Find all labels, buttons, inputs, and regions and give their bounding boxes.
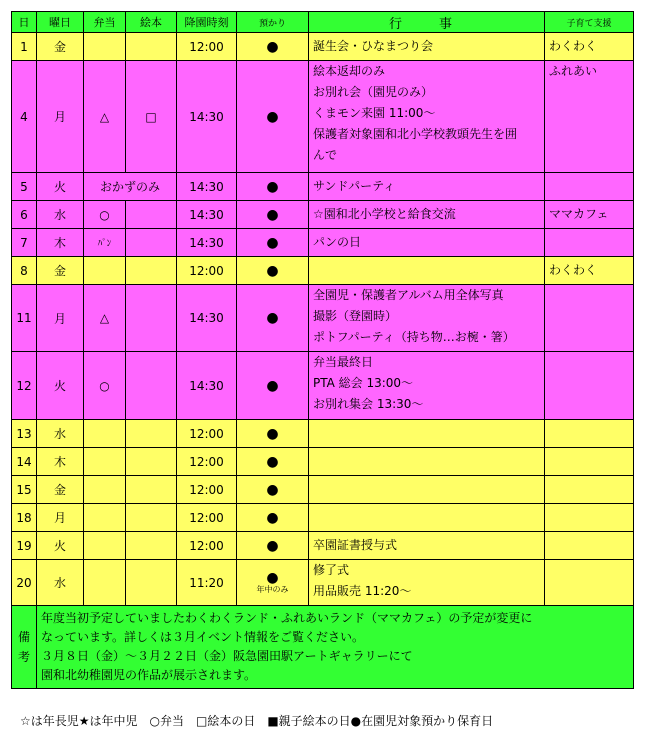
ehon-cell: □ — [126, 61, 177, 173]
azukari-cell — [237, 532, 309, 560]
azukari-cell — [237, 352, 309, 420]
schedule-row — [12, 504, 634, 532]
day-cell: 11 — [12, 285, 37, 352]
azukari-cell — [237, 33, 309, 61]
dismissal-time-cell: 12:00 — [177, 504, 237, 532]
event-line: お別れ集会 13:30～ — [313, 397, 424, 411]
support-label: わくわく — [549, 39, 598, 53]
support-cell — [545, 173, 634, 201]
support-cell — [545, 420, 634, 448]
azukari-cell — [237, 448, 309, 476]
notice-label-1: 備 — [17, 630, 30, 644]
notice-text — [37, 606, 634, 689]
dismissal-time-cell: 14:30 — [177, 229, 237, 257]
header-bento: 弁当 — [84, 12, 126, 33]
event-line: サンドパーティ — [313, 179, 396, 193]
ehon-cell — [126, 201, 177, 229]
event-line: 修了式 — [313, 563, 350, 577]
header-row — [12, 12, 634, 33]
bento-cell: △ — [84, 285, 126, 352]
event-line: PTA 総会 13:00～ — [313, 376, 414, 390]
event-line: 弁当最終日 — [313, 355, 374, 369]
schedule-row — [12, 560, 634, 606]
schedule-table — [11, 11, 634, 689]
event-line: パンの日 — [313, 235, 362, 249]
dismissal-time-cell: 11:20 — [177, 560, 237, 606]
day-cell: 4 — [12, 61, 37, 173]
azukari-dot-icon: ● — [266, 178, 279, 195]
schedule-row — [12, 33, 634, 61]
support-cell — [545, 476, 634, 504]
events-cell — [309, 285, 545, 352]
ehon-cell — [126, 285, 177, 352]
bento-cell — [84, 560, 126, 606]
events-cell — [309, 420, 545, 448]
support-cell — [545, 352, 634, 420]
azukari-cell — [237, 504, 309, 532]
bento-cell — [84, 532, 126, 560]
events-cell — [309, 257, 545, 285]
azukari-cell — [237, 229, 309, 257]
event-line: 誕生会・ひなまつり会 — [313, 39, 434, 53]
azukari-dot-icon: ● — [266, 38, 279, 55]
dismissal-time-cell: 12:00 — [177, 420, 237, 448]
dismissal-time-cell: 12:00 — [177, 33, 237, 61]
weekday-cell: 火 — [37, 173, 84, 201]
weekday-cell: 金 — [37, 257, 84, 285]
event-line: 撮影（登園時） — [313, 309, 398, 323]
ehon-cell — [126, 532, 177, 560]
day-cell: 12 — [12, 352, 37, 420]
support-cell — [545, 33, 634, 61]
dismissal-time-cell: 12:00 — [177, 448, 237, 476]
events-cell — [309, 532, 545, 560]
event-line: くまモン来園 11:00～ — [313, 106, 436, 120]
support-cell — [545, 285, 634, 352]
azukari-dot-icon: ● — [266, 509, 279, 526]
support-cell — [545, 201, 634, 229]
schedule-sheet — [11, 11, 634, 689]
ehon-cell — [126, 420, 177, 448]
weekday-cell: 木 — [37, 448, 84, 476]
azukari-dot-icon: ● — [266, 453, 279, 470]
bento-cell: ○ — [84, 201, 126, 229]
bento-cell: ○ — [84, 352, 126, 420]
events-cell — [309, 61, 545, 173]
support-cell — [545, 504, 634, 532]
weekday-cell: 金 — [37, 476, 84, 504]
dismissal-time-cell: 14:30 — [177, 201, 237, 229]
support-cell — [545, 229, 634, 257]
schedule-rows — [12, 33, 634, 606]
notice-label-2: 考 — [17, 650, 30, 664]
support-cell — [545, 257, 634, 285]
azukari-dot-icon: ● — [266, 569, 279, 586]
weekday-cell: 水 — [37, 201, 84, 229]
ehon-cell — [126, 560, 177, 606]
schedule-row — [12, 257, 634, 285]
support-label: ふれあい — [549, 64, 598, 78]
notice-label — [12, 606, 37, 689]
azukari-note: 年中のみ — [256, 584, 289, 594]
event-line: 卒園証書授与式 — [313, 538, 398, 552]
day-cell: 8 — [12, 257, 37, 285]
header-ehon: 絵本 — [126, 12, 177, 33]
weekday-cell: 水 — [37, 560, 84, 606]
weekday-cell: 木 — [37, 229, 84, 257]
ehon-cell — [126, 352, 177, 420]
schedule-row — [12, 173, 634, 201]
ehon-cell — [126, 448, 177, 476]
bento-cell — [84, 448, 126, 476]
notice-line: 年度当初予定していましたわくわくランド・ふれあいランド（ママカフェ）の予定が変更に — [41, 611, 533, 625]
events-cell — [309, 448, 545, 476]
schedule-row — [12, 352, 634, 420]
weekday-cell: 金 — [37, 33, 84, 61]
dismissal-time-cell: 14:30 — [177, 285, 237, 352]
bento-cell: おかずのみ — [84, 173, 177, 201]
event-line: お別れ会（園児のみ） — [313, 85, 434, 99]
day-cell: 13 — [12, 420, 37, 448]
schedule-row — [12, 532, 634, 560]
azukari-cell — [237, 476, 309, 504]
day-cell: 15 — [12, 476, 37, 504]
day-cell: 19 — [12, 532, 37, 560]
day-cell: 5 — [12, 173, 37, 201]
support-cell — [545, 532, 634, 560]
dismissal-time-cell: 12:00 — [177, 532, 237, 560]
ehon-cell — [126, 476, 177, 504]
ehon-cell — [126, 33, 177, 61]
header-support: 子育て支援 — [545, 12, 634, 33]
schedule-row — [12, 61, 634, 173]
event-line: ポトフパーティ（持ち物…お椀・箸） — [313, 330, 515, 344]
day-cell: 7 — [12, 229, 37, 257]
dismissal-time-cell: 14:30 — [177, 352, 237, 420]
event-line: 保護者対象園和北小学校教頭先生を囲 — [313, 127, 518, 141]
azukari-cell — [237, 201, 309, 229]
bento-cell: ﾊﾟﾝ — [84, 229, 126, 257]
azukari-dot-icon: ● — [266, 206, 279, 223]
bento-cell: △ — [84, 61, 126, 173]
header-events: 行 事 — [309, 12, 545, 33]
dismissal-time-cell: 14:30 — [177, 173, 237, 201]
notice-row — [12, 606, 634, 689]
support-cell — [545, 560, 634, 606]
azukari-cell — [237, 173, 309, 201]
weekday-cell: 水 — [37, 420, 84, 448]
events-cell — [309, 33, 545, 61]
day-cell: 1 — [12, 33, 37, 61]
header-dismissal: 降園時刻 — [177, 12, 237, 33]
azukari-cell — [237, 420, 309, 448]
ehon-cell — [126, 504, 177, 532]
schedule-row — [12, 201, 634, 229]
event-line: 全園児・保護者アルバム用全体写真 — [313, 288, 504, 302]
events-cell — [309, 504, 545, 532]
azukari-dot-icon: ● — [266, 537, 279, 554]
bento-cell — [84, 33, 126, 61]
azukari-cell — [237, 61, 309, 173]
bento-cell — [84, 420, 126, 448]
notice-line: ３月８日（金）～３月２２日（金）阪急園田駅アートギャラリーにて — [41, 649, 413, 663]
schedule-row — [12, 229, 634, 257]
azukari-cell — [237, 560, 309, 606]
event-line: 絵本返却のみ — [313, 64, 386, 78]
weekday-cell: 月 — [37, 61, 84, 173]
header-azukari: 預かり — [237, 12, 309, 33]
ehon-cell — [126, 257, 177, 285]
azukari-dot-icon: ● — [266, 481, 279, 498]
schedule-row — [12, 448, 634, 476]
events-cell — [309, 229, 545, 257]
events-cell — [309, 560, 545, 606]
dismissal-time-cell: 14:30 — [177, 61, 237, 173]
notice-line: なっています。詳しくは３月イベント情報をご覧ください。 — [41, 630, 365, 644]
support-cell — [545, 61, 634, 173]
day-cell: 20 — [12, 560, 37, 606]
events-cell — [309, 173, 545, 201]
weekday-cell: 月 — [37, 504, 84, 532]
header-weekday: 曜日 — [37, 12, 84, 33]
event-line: 用品販売 11:20～ — [313, 584, 412, 598]
bento-cell — [84, 476, 126, 504]
day-cell: 18 — [12, 504, 37, 532]
weekday-cell: 月 — [37, 285, 84, 352]
event-line: ☆園和北小学校と給食交流 — [313, 207, 456, 221]
azukari-dot-icon: ● — [266, 377, 279, 394]
azukari-dot-icon: ● — [266, 425, 279, 442]
notice-line: 園和北幼稚園児の作品が展示されます。 — [41, 668, 257, 682]
support-label: ママカフェ — [549, 207, 609, 221]
day-cell: 6 — [12, 201, 37, 229]
azukari-dot-icon: ● — [266, 262, 279, 279]
weekday-cell: 火 — [37, 352, 84, 420]
support-label: わくわく — [549, 263, 598, 277]
dismissal-time-cell: 12:00 — [177, 476, 237, 504]
schedule-row — [12, 476, 634, 504]
legend: ☆は年長児★は年中児 ○弁当 □絵本の日 ■親子絵本の日●在園児対象預かり保育日 — [20, 714, 494, 728]
schedule-row — [12, 285, 634, 352]
azukari-dot-icon: ● — [266, 234, 279, 251]
event-line: んで — [313, 148, 338, 162]
bento-cell — [84, 257, 126, 285]
ehon-cell — [126, 229, 177, 257]
schedule-row — [12, 420, 634, 448]
azukari-cell — [237, 285, 309, 352]
day-cell: 14 — [12, 448, 37, 476]
weekday-cell: 火 — [37, 532, 84, 560]
azukari-dot-icon: ● — [266, 108, 279, 125]
events-cell — [309, 352, 545, 420]
header-day: 日 — [12, 12, 37, 33]
azukari-dot-icon: ● — [266, 310, 279, 326]
bento-cell — [84, 504, 126, 532]
dismissal-time-cell: 12:00 — [177, 257, 237, 285]
events-cell — [309, 201, 545, 229]
support-cell — [545, 448, 634, 476]
azukari-cell — [237, 257, 309, 285]
events-cell — [309, 476, 545, 504]
